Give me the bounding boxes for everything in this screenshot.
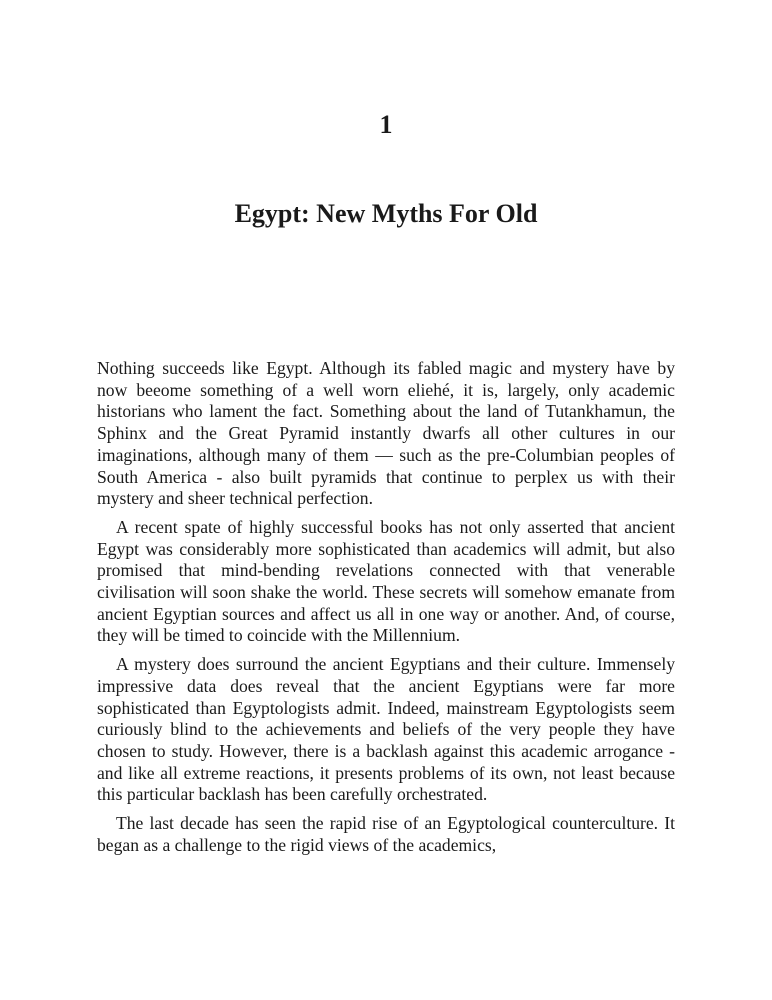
chapter-body <box>97 358 675 863</box>
chapter-number: 1 <box>379 110 393 139</box>
paragraph-4: The last decade has seen the rapid rise of an Egyptological counterculture. It began as a challenge to the rigid views of the academics, <box>97 813 675 855</box>
paragraph-2: A recent spate of highly successful books has not only asserted that ancient Egypt was considerably more sophisticated than academics will admit, but also promised that mind-bending revelations connected with that venerable civilisation will soon shake the world. These secrets will somehow emanate from ancient Egyptian sources and affect us all in one way or another. And, of course, they will be timed to coincide with the Millennium. <box>97 516 675 646</box>
paragraph-3: A mystery does surround the ancient Egyptians and their culture. Immensely impressive data does reveal that the ancient Egyptians were far more sophisticated than Egyptologists admit. Indeed, mainstream Egyptologists seem curiously blind to the achievements and beliefs of the very people they have chosen to study. However, there is a backlash against this academic arrogance - and like all extreme reactions, it presents problems of its own, not least because this particular backlash has been carefully orchestrated. <box>97 654 675 805</box>
paragraph-1: Nothing succeeds like Egypt. Although its fabled magic and mystery have by now beeome something of a well worn eliehé, it is, largely, only academic historians who lament the fact. Something about the land of Tutankhamun, the Sphinx and the Great Pyramid instantly dwarfs all other cultures in our imaginations, although many of them — such as the pre-Columbian peoples of South America - also built pyramids that continue to perplex us with their mystery and sheer technical perfection. <box>97 358 675 509</box>
chapter-title: Egypt: New Myths For Old <box>234 199 538 228</box>
